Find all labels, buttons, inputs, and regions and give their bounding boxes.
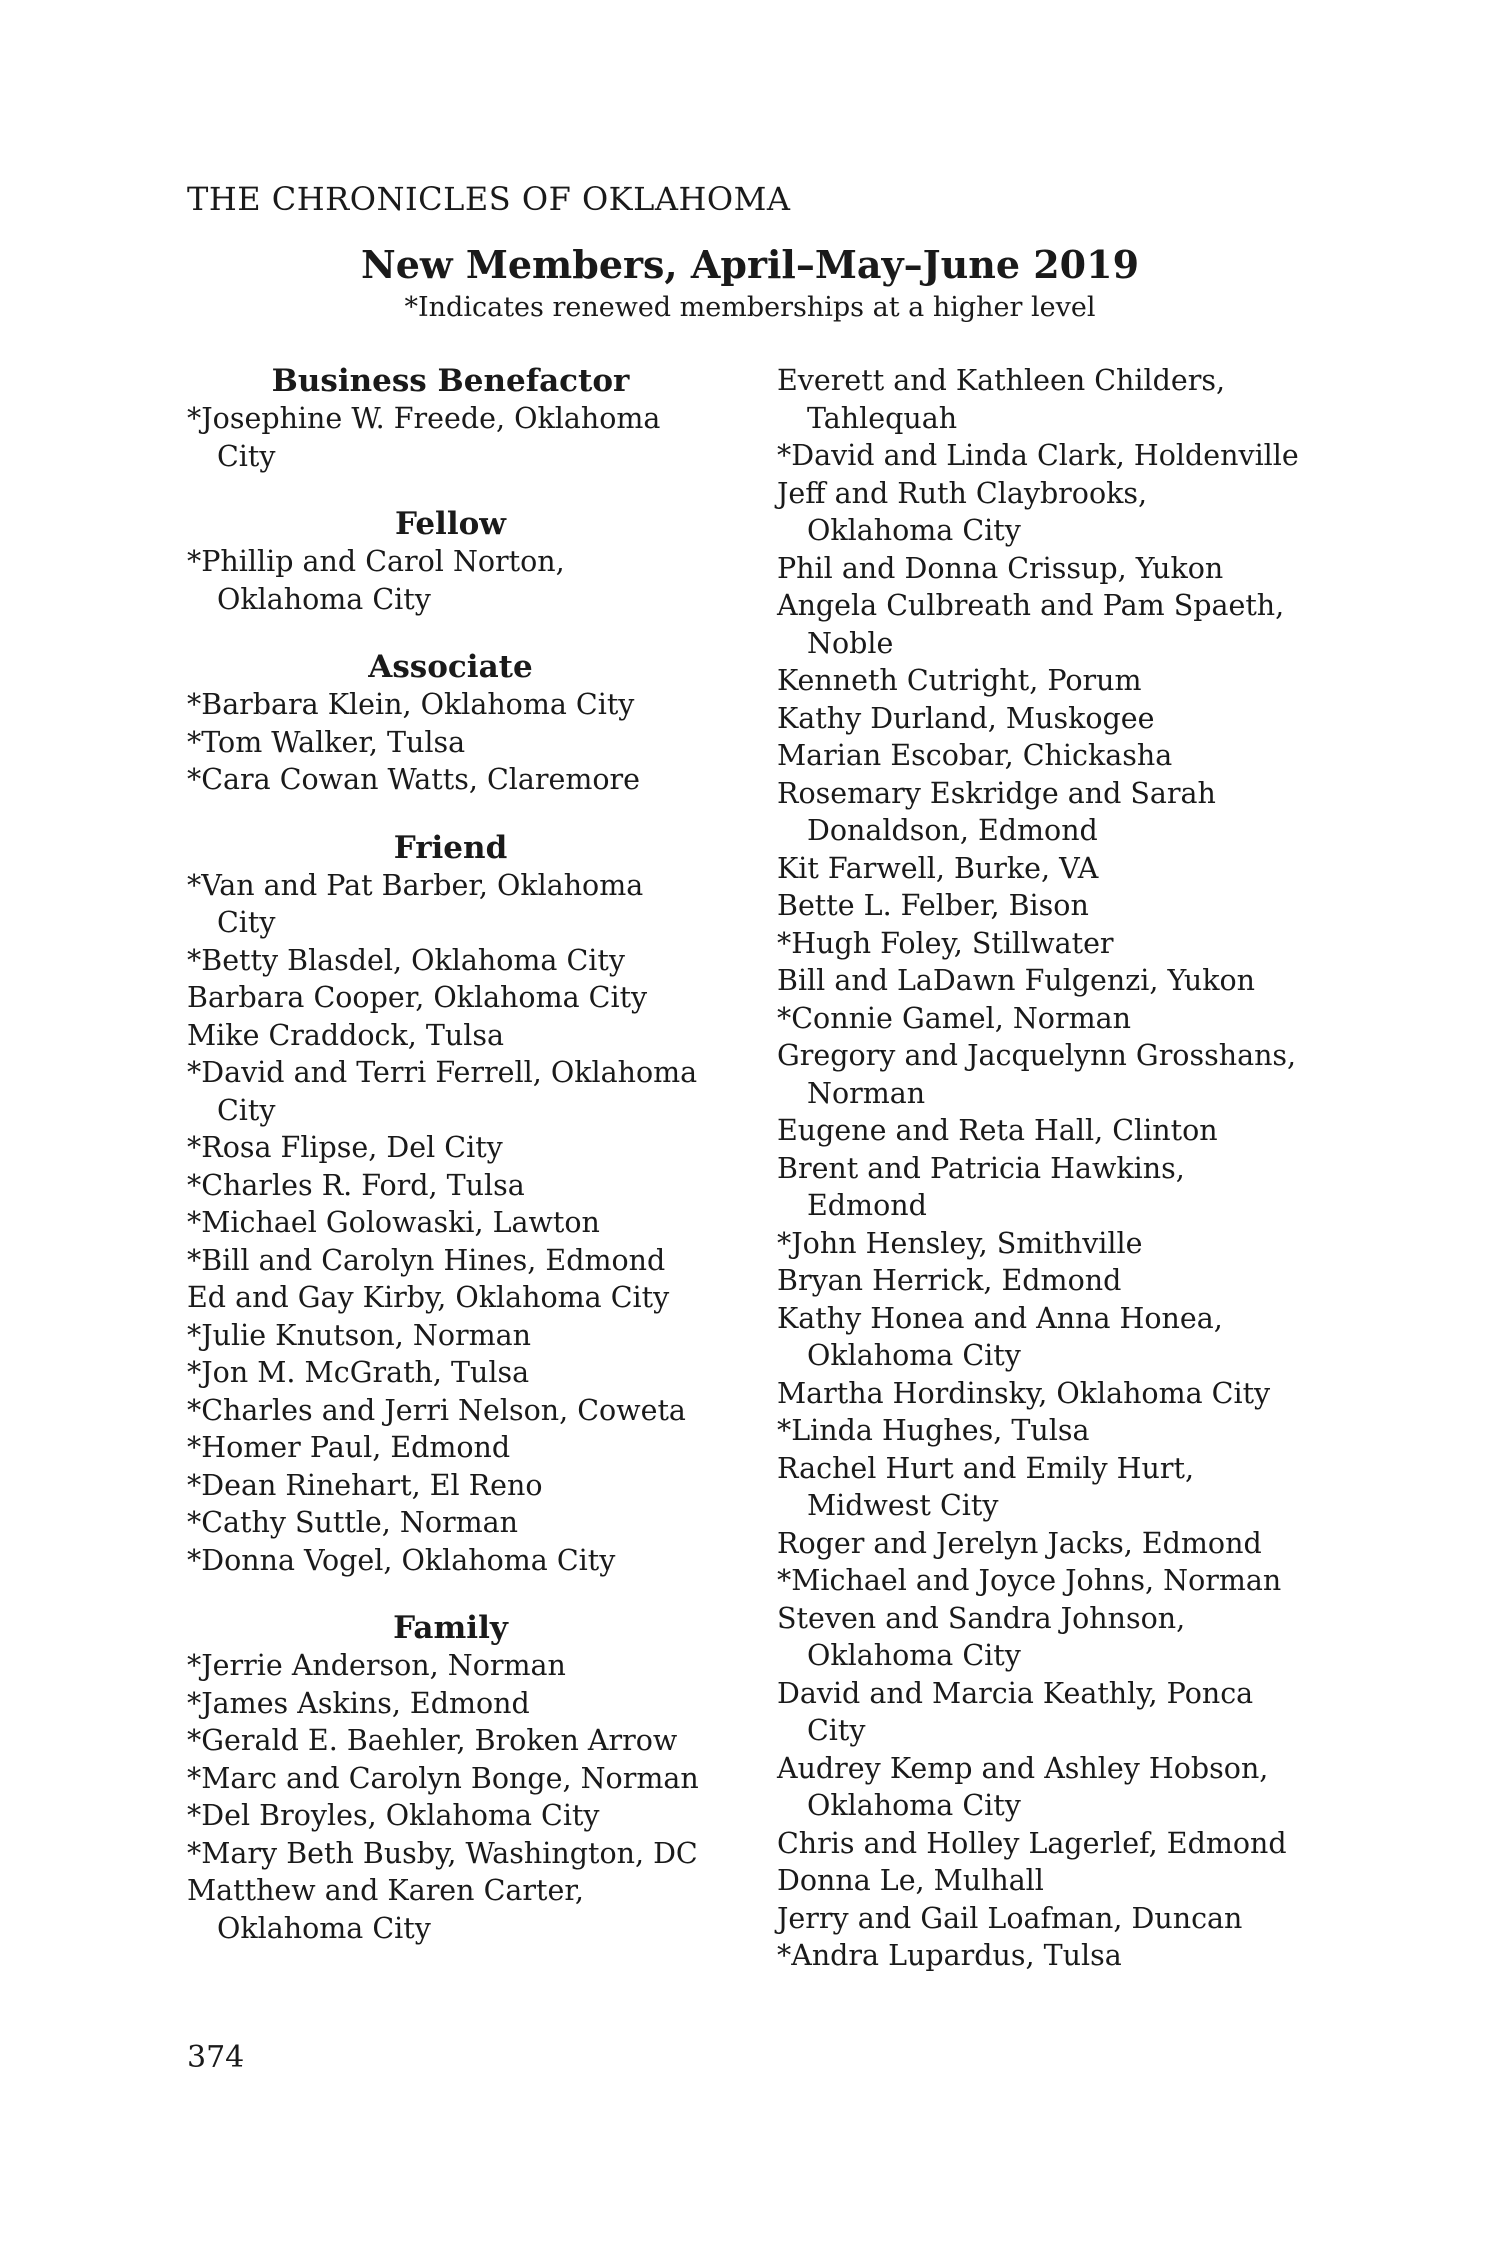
member-entry: *David and Terri Ferrell, Oklahoma City — [187, 1056, 698, 1127]
member-entry: Ed and Gay Kirby, Oklahoma City — [187, 1281, 670, 1314]
member-entry: Jeff and Ruth Claybrooks, Oklahoma City — [777, 476, 1148, 547]
page-subtitle: *Indicates renewed memberships at a higher level — [404, 292, 1096, 323]
member-entry: *Del Broyles, Oklahoma City — [187, 1799, 600, 1832]
associate-list — [187, 686, 747, 799]
member-entry: *Charles and Jerri Nelson, Coweta — [187, 1393, 686, 1427]
section-heading-associate: Associate — [368, 649, 533, 685]
member-entry: Kenneth Cutright, Porum — [777, 664, 1142, 697]
member-entry: Bryan Herrick, Edmond — [777, 1264, 1122, 1297]
member-entry: Kathy Durland, Muskogee — [777, 701, 1155, 735]
member-entry: Audrey Kemp and Ashley Hobson, Oklahoma City — [777, 1751, 1269, 1822]
member-entry: *Michael Golowaski, Lawton — [187, 1206, 600, 1239]
member-entry: *Marc and Carolyn Bonge, Norman — [187, 1761, 699, 1795]
member-entry: Phil and Donna Crissup, Yukon — [777, 551, 1224, 585]
page-title: New Members, April–May–June 2019 — [360, 242, 1140, 287]
member-entry: Kathy Honea and Anna Honea, Oklahoma City — [777, 1301, 1223, 1372]
member-entry: Matthew and Karen Carter, Oklahoma City — [187, 1874, 584, 1945]
member-entry: *Dean Rinehart, El Reno — [187, 1468, 543, 1502]
member-entry: David and Marcia Keathly, Ponca City — [777, 1676, 1254, 1747]
member-entry: *Gerald E. Baehler, Broken Arrow — [187, 1724, 678, 1757]
member-entry: *Cara Cowan Watts, Claremore — [187, 763, 641, 796]
member-entry: Bette L. Felber, Bison — [777, 889, 1089, 922]
member-entry: *Bill and Carolyn Hines, Edmond — [187, 1243, 666, 1277]
member-entry: Rosemary Eskridge and Sarah Donaldson, Edmond — [777, 776, 1216, 847]
member-entry: Roger and Jerelyn Jacks, Edmond — [777, 1526, 1262, 1560]
member-entry: Rachel Hurt and Emily Hurt, Midwest City — [777, 1451, 1195, 1522]
member-entry: *Mary Beth Busby, Washington, DC — [187, 1836, 698, 1870]
member-entry: *David and Linda Clark, Holdenville — [777, 439, 1299, 472]
left-column — [187, 362, 747, 1947]
member-entry: *Josephine W. Freede, Oklahoma City — [187, 402, 661, 473]
member-entry: *Barbara Klein, Oklahoma City — [187, 688, 635, 721]
member-entry: *Cathy Suttle, Norman — [187, 1506, 518, 1539]
member-entry: Chris and Holley Lagerlef, Edmond — [777, 1826, 1287, 1860]
member-entry: *Homer Paul, Edmond — [187, 1431, 511, 1464]
member-entry: Brent and Patricia Hawkins, Edmond — [777, 1151, 1185, 1222]
member-entry: *Julie Knutson, Norman — [187, 1318, 531, 1352]
section-heading-fellow: Fellow — [395, 506, 506, 542]
fellow-list — [187, 543, 747, 618]
member-entry: *Tom Walker, Tulsa — [187, 725, 466, 759]
member-entry: Barbara Cooper, Oklahoma City — [187, 981, 648, 1014]
member-entry: *Charles R. Ford, Tulsa — [187, 1168, 525, 1202]
member-entry: *Michael and Joyce Johns, Norman — [777, 1564, 1282, 1597]
business-benefactor-list — [187, 400, 747, 475]
page-number: 374 — [187, 2040, 245, 2075]
member-entry: *Jon M. McGrath, Tulsa — [187, 1356, 530, 1389]
member-entry: Martha Hordinsky, Oklahoma City — [777, 1376, 1271, 1410]
member-entry: *John Hensley, Smithville — [777, 1226, 1143, 1260]
member-entry: Steven and Sandra Johnson, Oklahoma City — [777, 1601, 1186, 1672]
member-entry: *Phillip and Carol Norton, Oklahoma City — [187, 545, 565, 616]
section-heading-friend: Friend — [393, 829, 508, 866]
member-entry: Marian Escobar, Chickasha — [777, 739, 1173, 772]
running-head: THE CHRONICLES OF OKLAHOMA — [187, 180, 791, 218]
section-heading-business-benefactor: Business Benefactor — [271, 363, 630, 399]
member-entry: Bill and LaDawn Fulgenzi, Yukon — [777, 964, 1256, 997]
member-entry: *Andra Lupardus, Tulsa — [777, 1939, 1122, 1972]
member-entry: Kit Farwell, Burke, VA — [777, 851, 1099, 885]
member-entry: *Van and Pat Barber, Oklahoma City — [187, 868, 644, 939]
family-list — [187, 1647, 747, 1947]
right-column — [777, 362, 1337, 1975]
member-entry: Donna Le, Mulhall — [777, 1864, 1044, 1897]
friend-list — [187, 867, 747, 1580]
member-entry: *James Askins, Edmond — [187, 1686, 530, 1720]
member-entry: Everett and Kathleen Childers, Tahlequah — [777, 364, 1226, 435]
member-entry: *Rosa Flipse, Del City — [187, 1131, 503, 1164]
member-entry: Mike Craddock, Tulsa — [187, 1018, 505, 1052]
member-entry: *Connie Gamel, Norman — [777, 1001, 1131, 1035]
member-entry: *Linda Hughes, Tulsa — [777, 1414, 1090, 1447]
family-list-continued — [777, 362, 1337, 1975]
section-heading-family: Family — [393, 1610, 508, 1646]
member-entry: *Jerrie Anderson, Norman — [187, 1649, 566, 1682]
member-entry: Eugene and Reta Hall, Clinton — [777, 1114, 1218, 1147]
member-entry: Gregory and Jacquelynn Grosshans, Norman — [777, 1039, 1297, 1110]
member-entry: *Betty Blasdel, Oklahoma City — [187, 943, 625, 977]
member-entry: *Hugh Foley, Stillwater — [777, 926, 1114, 960]
member-entry: *Donna Vogel, Oklahoma City — [187, 1543, 616, 1577]
member-entry: Jerry and Gail Loafman, Duncan — [777, 1901, 1243, 1935]
member-entry: Angela Culbreath and Pam Spaeth, Noble — [777, 589, 1285, 660]
